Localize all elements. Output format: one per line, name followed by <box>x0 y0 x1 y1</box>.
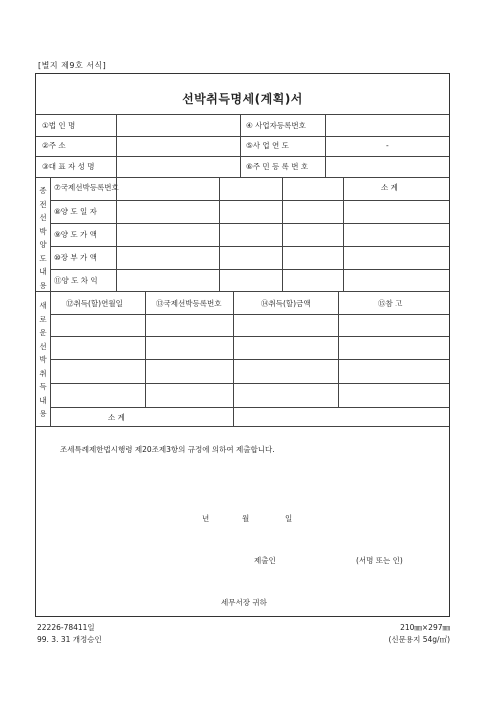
signature-label: (서명 또는 인) <box>356 556 403 565</box>
business-reg-no-label: ④ 사업자등록번호 <box>246 121 306 130</box>
address-label: ②주 소 <box>42 141 66 150</box>
transfer-price-label: ⑨양 도 가 액 <box>54 230 97 239</box>
business-year-dash: - <box>386 141 389 150</box>
form-number: 22226-78411일 <box>37 623 95 632</box>
intl-reg-no-label: ⑦국제선박등록번호 <box>54 183 119 192</box>
date-month: 월 <box>242 514 250 523</box>
acquire-side-label: 새 로 운 선 박 취 득 내 용 <box>39 301 47 418</box>
date-year: 년 <box>202 514 210 523</box>
transfer-subtotal-label: 소 계 <box>381 183 398 192</box>
paper-size: 210㎜×297㎜ <box>400 623 450 632</box>
form-code: [별지 제9호 서식] <box>38 61 107 70</box>
form-sheet <box>35 73 450 617</box>
addressee: 세무서장 귀하 <box>221 598 267 607</box>
acquire-subtotal-label: 소 계 <box>108 413 125 422</box>
representative-label: ③대 표 자 성 명 <box>42 162 95 171</box>
submitter-label: 제출인 <box>254 556 276 565</box>
page-title: 선박취득명세(계획)서 <box>182 92 303 106</box>
transfer-side-label: 종 전 선 박 양 도 내 용 <box>39 186 47 290</box>
book-value-label: ⑩장 부 가 액 <box>54 253 97 262</box>
approval-date: 99. 3. 31 개정승인 <box>37 635 102 644</box>
acquire-date-header: ⑫취득(할)연월일 <box>66 299 123 308</box>
acquire-intl-reg-header: ⑬국제선박등록번호 <box>156 299 222 308</box>
declaration-text: 조세특례제한법시행령 제20조제3항의 규정에 의하여 제출합니다. <box>60 445 275 454</box>
paper-type: (신문용지 54g/㎡) <box>388 635 450 644</box>
remarks-header: ⑮참 고 <box>378 299 403 308</box>
transfer-date-label: ⑧양 도 일 자 <box>54 207 97 216</box>
resident-no-label: ⑥주 민 등 록 번 호 <box>246 162 309 171</box>
corp-name-label: ①법 인 명 <box>42 121 76 130</box>
date-day: 일 <box>285 514 293 523</box>
transfer-gain-label: ⑪양 도 차 익 <box>54 276 98 285</box>
acquire-amount-header: ⑭취득(할)금액 <box>261 299 311 308</box>
business-year-label: ⑤사 업 연 도 <box>246 141 289 150</box>
